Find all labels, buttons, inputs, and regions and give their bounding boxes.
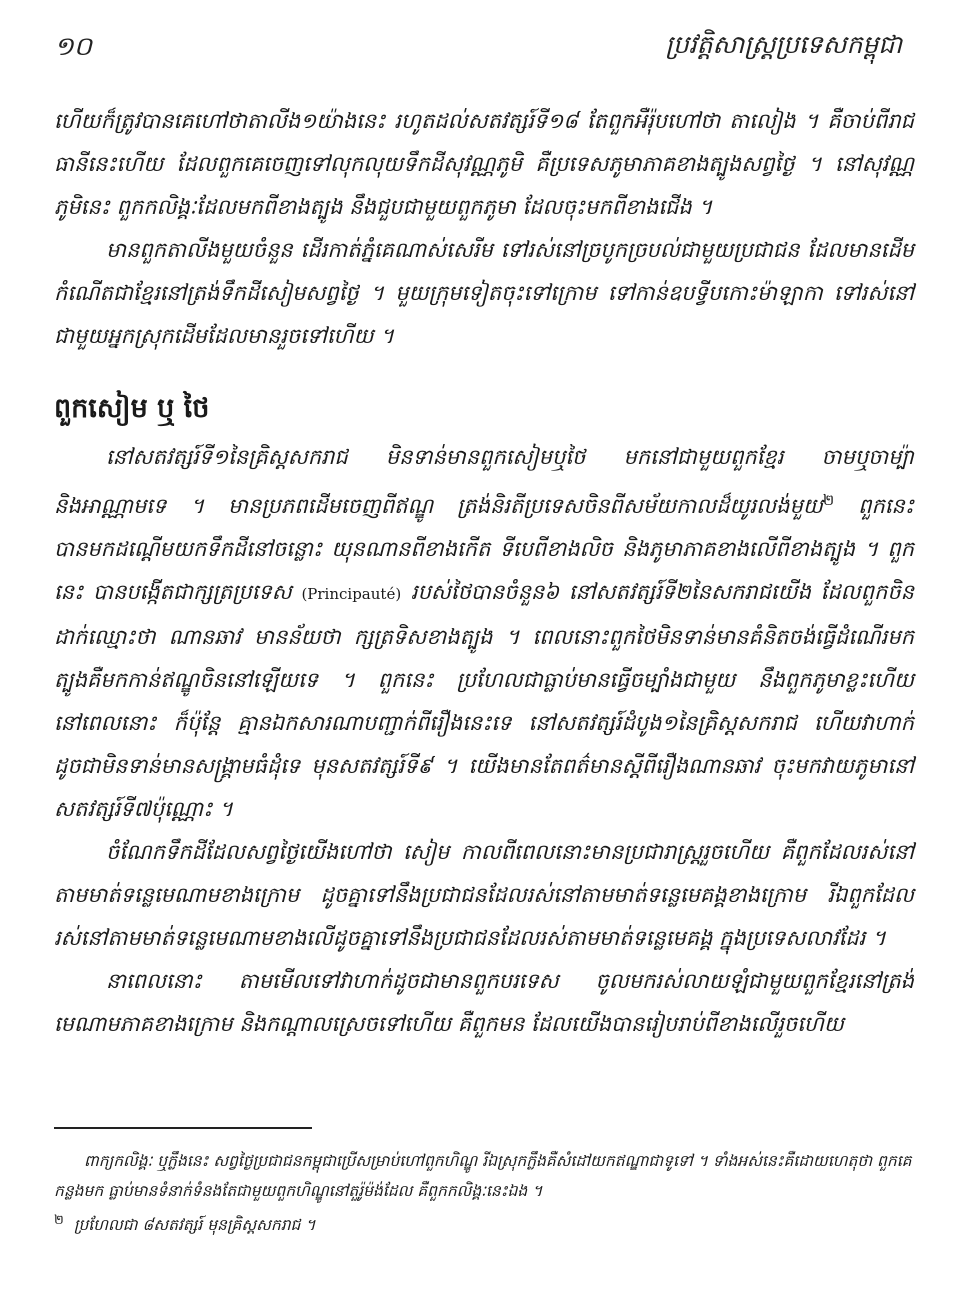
footnote-1: ពាក្យកលិង្គៈ ឬក្លឹងនេះ សព្វថ្ងៃប្រជាជនកម្ពុជាប្រើសម្រាប់ហៅពួកហិណ្ឌូ រីឯស្រុកក្លឹងគឺសំដៅយកឥណ្ឌាជាទូទៅ ។ ទាំងអស់នេះគឺដោយហេតុថា ពួកគេកន្លងមក ធ្លាប់មានទំនាក់ទំនងតែជាមួយពួកហិណ្ឌូនៅតួរ៉ូម៉ង់ដែល គឺពួកកលិង្គៈនេះឯង ។ bbox=[54, 1152, 912, 1200]
paragraph-5: នាពេលនោះ តាមមើលទៅវាហាក់ដូចជាមានពួកបរទេស ចូលមករស់លាយឡំជាមួយពួកខ្មែរនៅត្រង់មេណាមភាគខាងក្រោម និងកណ្តាលស្រេចទៅហើយ គឺពួកមន ដែលយើងបានរៀបរាប់ពីខាងលើរួចហើយ bbox=[54, 969, 914, 1036]
paragraph-3-part-b: ពួកនេះ បានមកដណ្តើមយកទឹកដីនៅចន្លោះ យុនណានពីខាងកើត ទីបេពីខាងលិច និងភូមាភាគខាងលើពីខាងត្បូង ។ ពួកនេះ បានបង្កើតជាក្សត្រប្រទេស bbox=[54, 494, 914, 604]
section-heading: ពួកសៀម ឬ ថៃ bbox=[54, 393, 210, 424]
main-body bbox=[54, 100, 914, 1046]
latin-term: (Principauté) bbox=[301, 585, 402, 603]
paragraph-2: មានពួកតាលីងមួយចំនួន ដើរកាត់ភ្នំគេណាស់សេរីម ទៅរស់នៅច្របូកច្របល់ជាមួយប្រជាជន ដែលមានដើមកំណើតជាខ្មែរនៅត្រង់ទឹកដីសៀមសព្វថ្ងៃ ។ មួយក្រុមទៀតចុះទៅក្រោម ទៅកាន់ឧបទ្វីបកោះម៉ាឡាកា ទៅរស់នៅជាមួយអ្នកស្រុកដើមដែលមានរួចទៅហើយ ។ bbox=[54, 238, 914, 348]
paragraph-3-part-c: របស់ថៃបានចំនួន៦ នៅសតវត្សរ៍ទី២នៃសករាជយើង ដែលពួកចិនដាក់ឈ្មោះថា ណានឆាវ មានន័យថា ក្សត្រទិសខាងត្បូង ។ ពេលនោះពួកថៃមិនទាន់មានគំនិតចង់ធ្វើដំណើរមកត្បូងគឺមកកាន់ឥណ្ឌូចិននៅឡើយទេ ។ ពួកនេះ ប្រហែលជាធ្លាប់មានធ្វើចម្បាំងជាមួយ នឹងពួកភូមាខ្លះហើយនៅពេលនោះ ក៏ប៉ុន្តែ គ្មានឯកសារណាបញ្ជាក់ពីរឿងនេះទេ នៅសតវត្សរ៍ដំបូង១នៃគ្រិស្តសករាជ ហើយវាហាក់ដូចជាមិនទាន់មានសង្គ្រាមធំដុំទេ មុនសតវត្សរ៍ទី៩ ។ យើងមានតែពត៌មានស្តីពីរឿងណានឆាវ ចុះមកវាយភូមានៅសតវត្សរ៍ទី៧ប៉ុណ្ណោះ ។ bbox=[54, 580, 914, 821]
footnote-divider bbox=[54, 1127, 312, 1129]
footnote-2-mark: ២ bbox=[54, 1213, 64, 1228]
paragraph-1: ហើយក៏ត្រូវបានគេហៅថាតាលីង១យ៉ាងនេះ រហូតដល់សតវត្សរ៍ទី១៨ តែពួកអឺរ៉ុបហៅថា តាលៀង ។ គឺចាប់ពីរាជធានីនេះហើយ ដែលពួកគេចេញទៅលុកលុយទឹកដីសុវណ្ណភូមិ គឺប្រទេសភូមាភាគខាងត្បូងសព្វថ្ងៃ ។ នៅសុវណ្ណភូមិនេះ ពួកកលិង្គៈដែលមកពីខាងត្បូង នឹងជួបជាមួយពួកភូមា ដែលចុះមកពីខាងជើង ។ bbox=[54, 109, 914, 219]
running-title: ប្រវត្តិសាស្ត្រប្រទេសកម្ពុជា bbox=[665, 30, 902, 59]
paragraph-3-part-a: នៅសតវត្សរ៍ទី១នៃគ្រិស្តសករាជ មិនទាន់មានពួកសៀមឬថៃ មកនៅជាមួយពួកខ្មែរ ចាមឬចាម្ប៉ា និងអាណ្ណាមទេ ។ មានប្រភពដើមចេញពីឥណ្ឌូ ត្រង់និរតីប្រទេសចិនពីសម័យកាលដ៏យូរលង់មួយ bbox=[54, 445, 914, 518]
paragraph-4: ចំណែកទឹកដីដែលសព្វថ្ងៃយើងហៅថា សៀម កាលពីពេលនោះមានប្រជារាស្ត្ររួចហើយ គឺពួកដែលរស់នៅតាមមាត់ទន្លេមេណាមខាងក្រោម ដូចគ្នាទៅនឹងប្រជាជនដែលរស់នៅតាមមាត់ទន្លេមេគង្គខាងក្រោម រីឯពួកដែលរស់នៅតាមមាត់ទន្លេមេណាមខាងលើដូចគ្នាទៅនឹងប្រជាជនដែលរស់តាមមាត់ទន្លេមេគង្គ ក្នុងប្រទេសលាវដែរ ។ bbox=[54, 840, 914, 950]
page-number: ១០ bbox=[54, 32, 93, 62]
paragraph-3 bbox=[54, 436, 914, 831]
footnote-ref-2: ២ bbox=[822, 491, 835, 509]
footnote-2-text: ប្រហែលជា ៨សតវត្សរ៍ មុនគ្រិស្តសករាជ ។ bbox=[73, 1216, 316, 1235]
footnote-2 bbox=[54, 1206, 914, 1240]
footnotes bbox=[54, 1146, 914, 1240]
